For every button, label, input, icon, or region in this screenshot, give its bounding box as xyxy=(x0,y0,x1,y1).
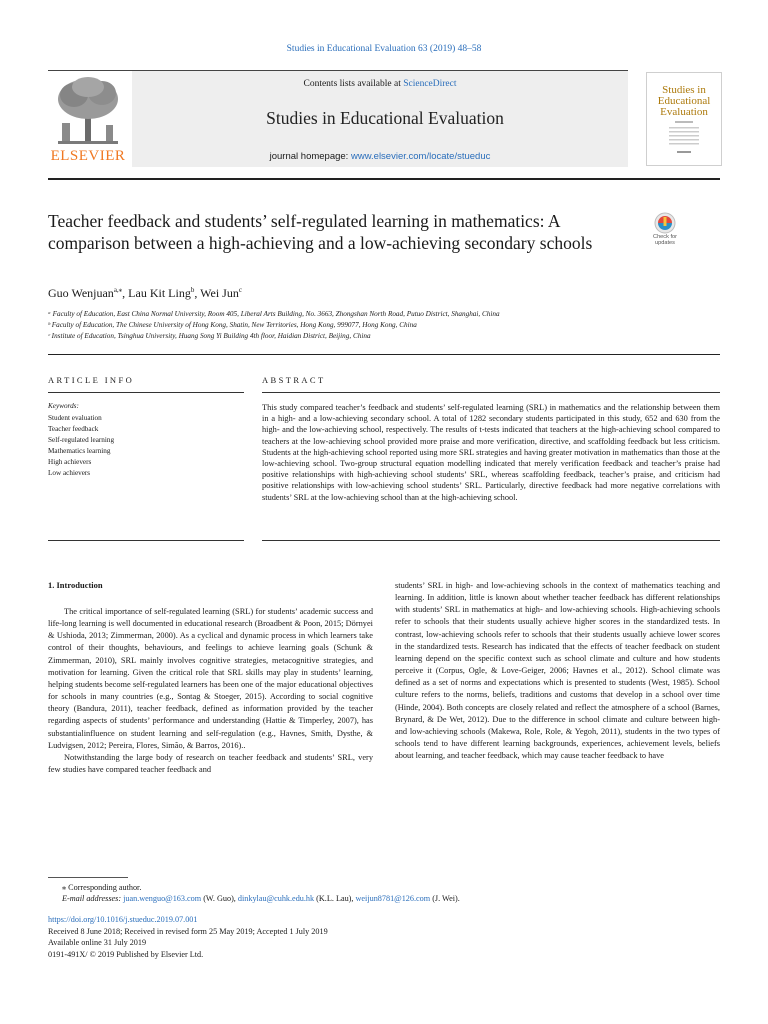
crossmark-badge[interactable] xyxy=(644,212,686,258)
email-owner: (K.L. Lau), xyxy=(316,894,354,903)
article-info-bottom-rule xyxy=(48,540,244,541)
contents-available xyxy=(132,79,628,89)
author-affiliation-marker: b xyxy=(190,286,195,294)
email-link[interactable]: weijun8781@126.com xyxy=(355,894,431,903)
footnotes xyxy=(48,882,460,904)
homepage-link[interactable]: www.elsevier.com/locate/stueduc xyxy=(350,151,491,162)
keywords-label: Keywords: xyxy=(48,402,79,410)
email-owner: (W. Guo), xyxy=(203,894,236,903)
author-name[interactable]: Guo Wenjuan xyxy=(48,286,114,300)
cover-decoration xyxy=(655,121,713,161)
available-online: Available online 31 July 2019 xyxy=(48,938,147,947)
elsevier-logo-text: ELSEVIER xyxy=(50,148,126,164)
keyword: Student evaluation xyxy=(48,414,102,422)
email-link[interactable]: juan.wenguo@163.com xyxy=(123,894,202,903)
keyword: Teacher feedback xyxy=(48,425,99,433)
email-addresses xyxy=(48,893,460,904)
crossmark-icon xyxy=(644,212,686,234)
journal-homepage xyxy=(132,151,628,162)
author-affiliation-marker: a,⁎ xyxy=(113,286,123,294)
section-heading-introduction: 1. Introduction xyxy=(48,580,103,590)
keyword: High achievers xyxy=(48,458,92,466)
contents-prefix: Contents lists available at xyxy=(303,79,404,89)
author-name[interactable]: Lau Kit Ling xyxy=(128,286,191,300)
keywords-list xyxy=(48,413,244,479)
received-dates: Received 8 June 2018; Received in revised form 25 May 2019; Accepted 1 July 2019 xyxy=(48,926,328,936)
keyword: Self-regulated learning xyxy=(48,436,115,444)
footnote-rule xyxy=(48,877,128,878)
crossmark-label: Check for updates xyxy=(653,234,677,246)
intro-paragraph: Notwithstanding the large body of research on teacher feedback and students’ SRL, very few studies have compared teacher feedback and xyxy=(48,752,373,775)
body-column-right: students’ SRL in high- and low-achieving schools in the context of mathematics teaching and learning. In addition, little is known about whether teacher feedback has different relationships with students’ SRL in mathematics at high- and low-achieving schools. High-achieving schools refer to schools that their students usually achieve higher scores in the standardized tests. In contrast, low-achieving schools refer to schools that their students usually achieve lower scores in the standardized tests. Research has indicated that the effects of teacher feedback on student learning depend on the specific context such as school climate and culture and how students perceive it (Corpus, Ogle, & Love-Geiger, 2006; Havnes et al., 2012). School climate was defined as a set of norms and expectations which is presented to students (West, 1985). School culture refers to the norms, beliefs, traditions and customs that develop in a school over time (Hinde, 2004). Both concepts are closely related and reflect the atmosphere of a school (Barnes, Brynard, & De Wet, 2012). Due to the difference in school climate and culture between high- and low-achieving schools (Makewa, Role, Role, & Yegoh, 2011), students in the two types of schools tend to have different learning backgrounds, experiences, achievement levels, beliefs about learning, and teacher feedback, which may cause teacher feedback to have xyxy=(395,581,720,761)
copyright: 0191-491X/ © 2019 Published by Elsevier Ltd. xyxy=(48,949,204,959)
journal-reference-link[interactable]: Studies in Educational Evaluation 63 (2019) 48–58 xyxy=(286,44,482,54)
author-list: Guo Wenjuan$^{a,⁎}$, Lau Kit Ling$^b$, Wei Jun$^c$ xyxy=(48,286,242,300)
affiliation: ᵃ Faculty of Education, East China Normal University, Room 405, Liberal Arts Building, No. 3663, Zhongshan North Road, Putuo District, Shanghai, China xyxy=(48,310,500,318)
abstract-heading: ABSTRACT xyxy=(262,375,326,385)
article-info-heading: ARTICLE INFO xyxy=(48,375,135,385)
affiliation: ᶜ Institute of Education, Tsinghua University, Huang Song Yi Building 4th floor, Haidian District, Beijing, China xyxy=(48,332,371,340)
header-bottom-rule xyxy=(48,178,720,180)
journal-title: Studies in Educational Evaluation xyxy=(266,108,504,128)
body-column-left xyxy=(48,606,373,776)
publication-info xyxy=(48,914,328,960)
sciencedirect-link[interactable]: ScienceDirect xyxy=(403,79,457,89)
author-name[interactable]: Wei Jun xyxy=(200,286,239,300)
doi-link[interactable]: https://doi.org/10.1016/j.stueduc.2019.07.001 xyxy=(48,915,198,924)
journal-cover-thumbnail[interactable] xyxy=(646,72,722,166)
article-info-rule xyxy=(48,392,244,393)
author-affiliation-marker: c xyxy=(238,286,242,294)
email-label: E-mail addresses: xyxy=(62,894,122,903)
corresponding-author-note: ⁎ Corresponding author. xyxy=(62,883,142,892)
homepage-prefix: journal homepage: xyxy=(269,151,351,162)
email-link[interactable]: dinkylau@cuhk.edu.hk xyxy=(237,894,315,903)
abstract-bottom-rule xyxy=(262,540,720,541)
intro-paragraph: The critical importance of self-regulated learning (SRL) for students’ academic success and life-long learning is well documented in educational research (Broadbent & Poon, 2015; Dörnyei & Ushioda, 2013; Zimmerman, 2000). As a cyclical and dynamic process in which learners take control of their thoughts, behaviours, and feelings to achieve learning goals (Schunk & Zimmerman, 2010), SRL mainly involves cognitive strategies, metacognitive strategies, and motivation for learning. Given the critical role that SRL skills may play in students’ learning, helping students become self-regulated learners has been one of the major educational objectives for schools in many countries (e.g., Sontag & Stoeger, 2015). According to social cognitive theory (Bandura, 2011), teacher feedback, defined as information provided by the teacher regarding aspects of students’ performance and understanding (Hattie & Timperley, 2007), has substantialinfluence on student learning and self-regulation (e.g., Havnes, Smith, Dysthe, & Ludvigsen, 2012; Pereira, Flores, Simão, & Barros, 2016).. xyxy=(48,607,373,750)
cover-title: Studies in Educational Evaluation xyxy=(657,84,711,118)
keyword: Mathematics learning xyxy=(48,447,111,455)
keyword: Low achievers xyxy=(48,469,91,477)
abstract-text: This study compared teacher’s feedback and students’ self-regulated learning (SRL) in mathematics and the relationship between them in a high- and a low-achieving secondary school. A total of 1282 secondary students participated in this study, 652 and 630 from the high- and the low-achieving school, respectively. The results of t-tests indicated that teachers at the high-achieving school compared to teachers at the low-achieving school provided more praise and more verification, directive, and scaffolding feedback but less criticism. Students at the high-achieving school reported using more SRL strategies and having greater motivation in mathematics than those at the low-achieving school. Two-group structural equation modelling indicated that merely verification feedback and teacher’s praise had positive relationships with high-achieving school students’ SRL, whereas scaffolding feedback, teacher’s praise, and criticism had positive relationships with low-achieving school students’ SRL. Particularly, directive feedback had more negative correlations with students’ SRL at the low-achieving school than at the high-achieving school. xyxy=(262,403,720,502)
section-rule xyxy=(48,354,720,355)
abstract-rule xyxy=(262,392,720,393)
article-title: Teacher feedback and students’ self-regulated learning in mathematics: A comparison between a high-achieving and a low-achieving secondary schools xyxy=(48,211,593,253)
email-owner: (J. Wei). xyxy=(432,894,460,903)
affiliation: ᵇ Faculty of Education, The Chinese University of Hong Kong, Shatin, New Territories, Hong Kong, 999077, Hong Kong, China xyxy=(48,321,417,329)
